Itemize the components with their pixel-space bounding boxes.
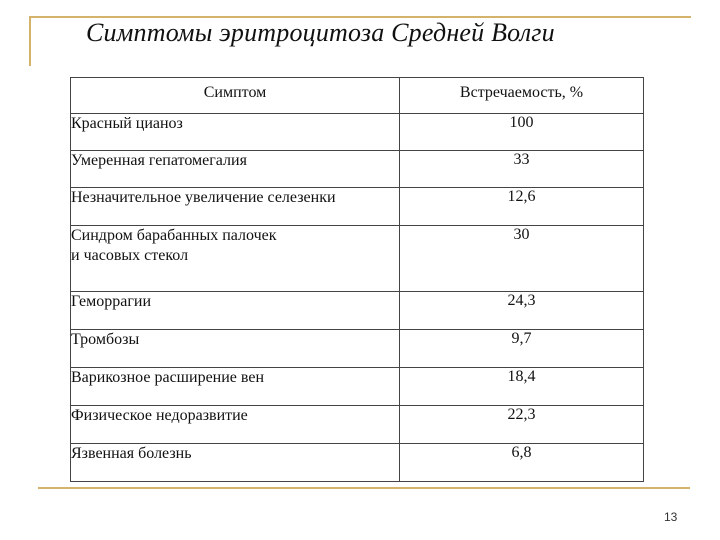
- symptom-cell: Тромбозы: [71, 330, 400, 368]
- table-row: [71, 444, 644, 482]
- frequency-cell: 9,7: [400, 330, 644, 368]
- frequency-cell: 22,3: [400, 406, 644, 444]
- symptom-cell: Физическое недоразвитие: [71, 406, 400, 444]
- table-row: [71, 226, 644, 292]
- table-row: [71, 151, 644, 188]
- decorative-bottom-line: [38, 487, 690, 489]
- frequency-cell: 24,3: [400, 292, 644, 330]
- table-row: [71, 406, 644, 444]
- symptoms-table: [70, 77, 644, 482]
- decorative-left-line: [29, 16, 31, 66]
- header-frequency: Встречаемость, %: [400, 78, 644, 114]
- symptom-cell: Геморрагии: [71, 292, 400, 330]
- symptom-cell: Язвенная болезнь: [71, 444, 400, 482]
- table-header-row: [71, 78, 644, 114]
- header-symptom: Симптом: [71, 78, 400, 114]
- table-row: [71, 292, 644, 330]
- symptom-cell: Умеренная гепатомегалия: [71, 151, 400, 188]
- frequency-cell: 30: [400, 226, 644, 292]
- table-row: [71, 114, 644, 151]
- symptom-cell: Красный цианоз: [71, 114, 400, 151]
- table-row: [71, 330, 644, 368]
- slide-title: Симптомы эритроцитоза Средней Волги: [86, 18, 555, 47]
- frequency-cell: 33: [400, 151, 644, 188]
- frequency-cell: 6,8: [400, 444, 644, 482]
- table-row: [71, 188, 644, 226]
- frequency-cell: 18,4: [400, 368, 644, 406]
- symptom-cell: Незначительное увеличение селезенки: [71, 188, 400, 226]
- frequency-cell: 12,6: [400, 188, 644, 226]
- table-row: [71, 368, 644, 406]
- symptom-cell: Синдром барабанных палочек и часовых стекол: [71, 226, 400, 292]
- frequency-cell: 100: [400, 114, 644, 151]
- symptom-cell: Варикозное расширение вен: [71, 368, 400, 406]
- page-number: 13: [664, 510, 678, 524]
